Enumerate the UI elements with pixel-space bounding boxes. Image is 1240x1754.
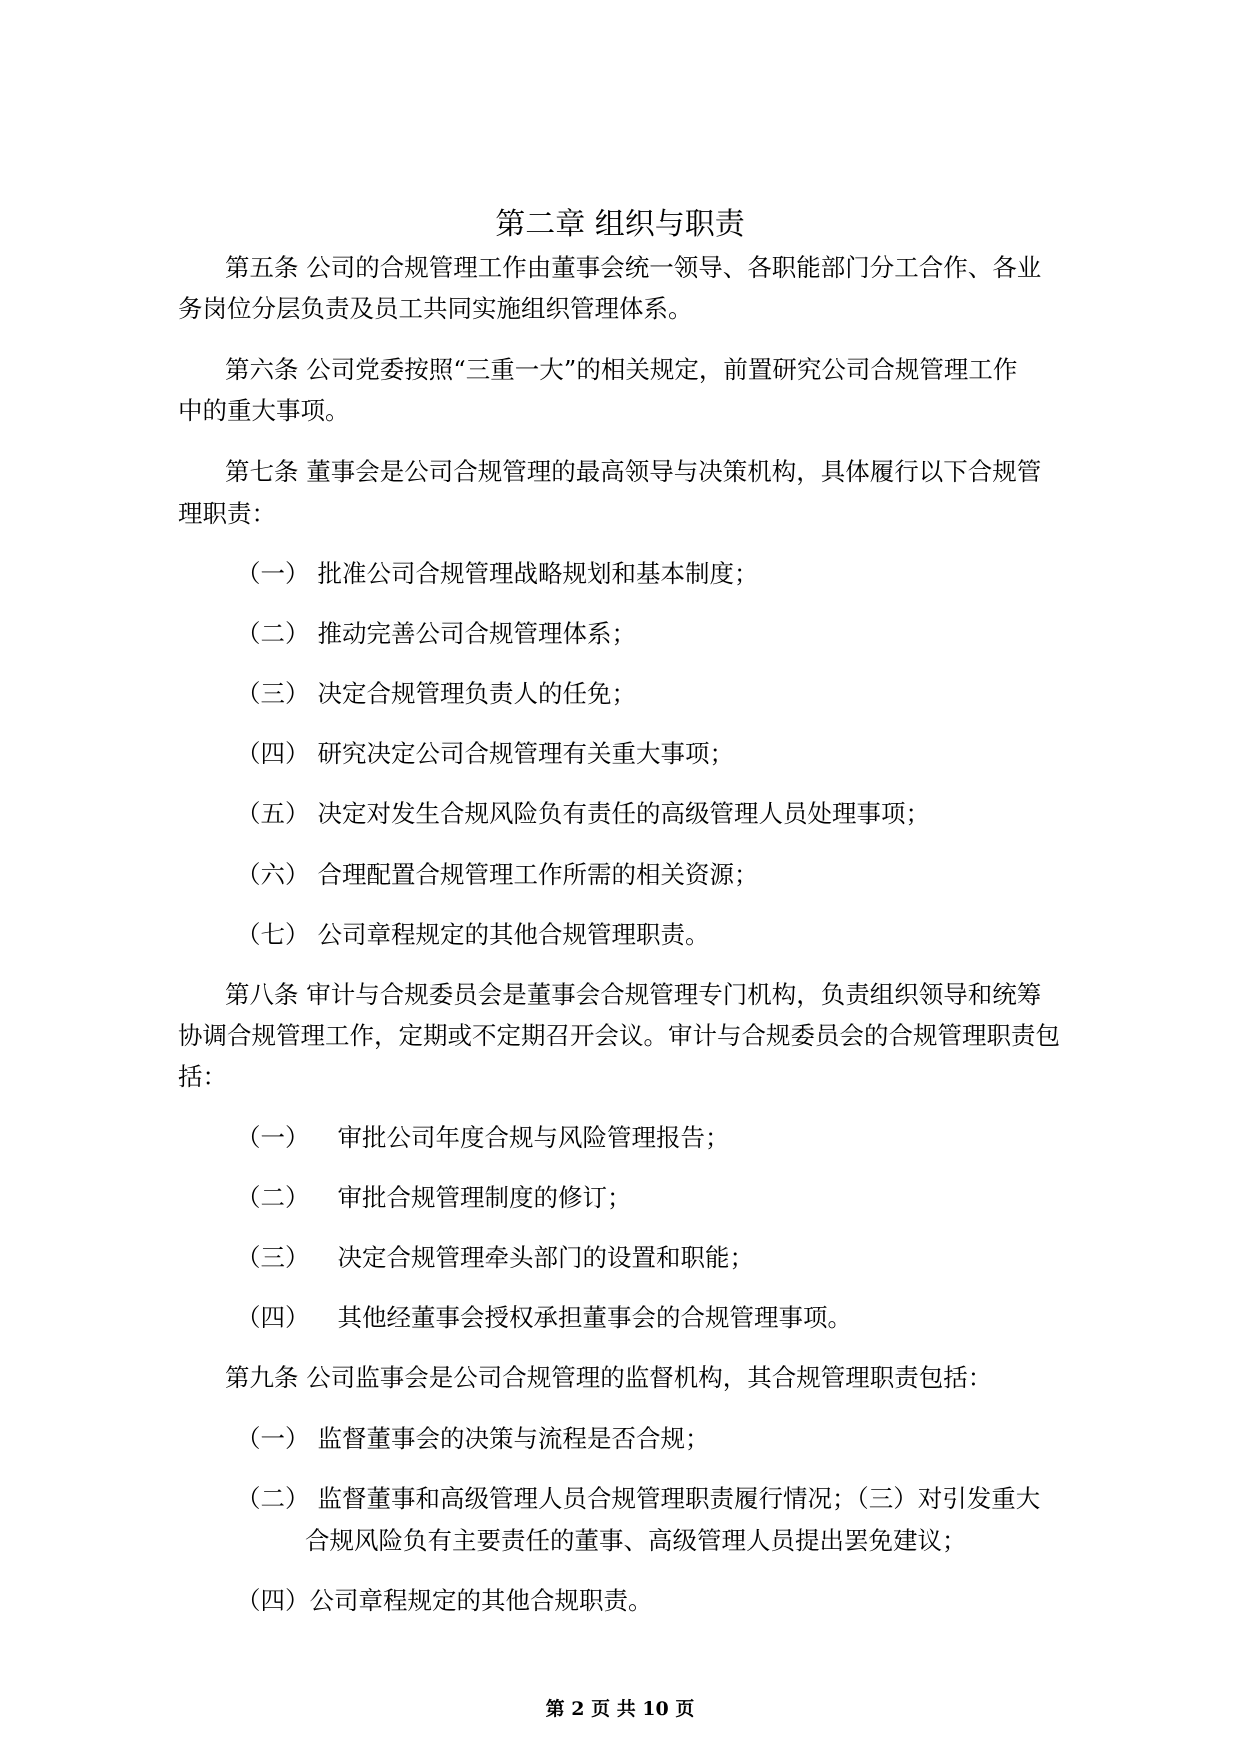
item-number: （六）: [236, 860, 310, 889]
article-8-item-1: [236, 1121, 730, 1155]
item-number: （一）: [236, 559, 310, 588]
article-7-item-4: [236, 737, 734, 771]
article-9-line-1: 第九条 公司监事会是公司合规管理的监督机构，其合规管理职责包括：: [225, 1363, 993, 1392]
item-number: （三）: [236, 1243, 310, 1272]
article-8-item-3: [236, 1241, 754, 1275]
item-text: 审批公司年度合规与风险管理报告；: [337, 1123, 730, 1152]
item-text: 决定合规管理负责人的任免；: [317, 679, 636, 708]
article-6-line-1: 第六条 公司党委按照“三重一大”的相关规定，前置研究公司合规管理工作: [225, 355, 1018, 384]
article-8-item-2: [236, 1181, 632, 1215]
article-7-item-5: [236, 797, 930, 831]
item-number: （四）: [236, 739, 310, 768]
article-7-item-1: [236, 557, 759, 591]
item-text: 决定对发生合规风险负有责任的高级管理人员处理事项；: [317, 799, 930, 828]
item-number: （二）: [236, 1484, 310, 1513]
article-5-line-1: 第五条 公司的合规管理工作由董事会统一领导、各职能部门分工合作、各业: [225, 253, 1042, 282]
item-number: （一）: [236, 1123, 310, 1152]
item-number: （二）: [236, 1183, 310, 1212]
item-number: （三）: [236, 679, 310, 708]
article-7-item-3: [236, 677, 636, 711]
item-number: （七）: [236, 920, 310, 949]
item-text: 审批合规管理制度的修订；: [337, 1183, 632, 1212]
article-8-item-4: [236, 1301, 852, 1335]
item-text: 监督董事和高级管理人员合规管理职责履行情况；（三）对引发重大: [317, 1484, 1041, 1513]
item-text: 公司章程规定的其他合规管理职责。: [317, 920, 710, 949]
item-number: （二）: [236, 619, 310, 648]
article-6-line-2: 中的重大事项。: [178, 396, 350, 425]
article-5-line-2: 务岗位分层负责及员工共同实施组织管理体系。: [178, 294, 693, 323]
page-footer: 第 2 页 共 10 页: [545, 1698, 695, 1720]
item-text: 推动完善公司合规管理体系；: [317, 619, 636, 648]
item-number: （一）: [236, 1424, 310, 1453]
chapter-title: 第二章 组织与职责: [495, 207, 745, 242]
item-text: 其他经董事会授权承担董事会的合规管理事项。: [337, 1303, 852, 1332]
article-8-line-2: 协调合规管理工作，定期或不定期召开会议。审计与合规委员会的合规管理职责包: [178, 1021, 1060, 1050]
article-9-item-4: （四）公司章程规定的其他合规职责。: [236, 1586, 653, 1615]
article-7-line-1: 第七条 董事会是公司合规管理的最高领导与决策机构，具体履行以下合规管: [225, 457, 1042, 486]
article-8-line-1: 第八条 审计与合规委员会是董事会合规管理专门机构，负责组织领导和统筹: [225, 980, 1042, 1009]
item-text: 合理配置合规管理工作所需的相关资源；: [317, 860, 759, 889]
article-9-item-2: [236, 1482, 1040, 1516]
article-7-item-2: [236, 617, 636, 651]
article-7-line-2: 理职责：: [178, 499, 276, 528]
item-text: 批准公司合规管理战略规划和基本制度；: [317, 559, 759, 588]
item-text: 研究决定公司合规管理有关重大事项；: [317, 739, 734, 768]
article-7-item-7: [236, 918, 710, 952]
article-9-item-2-continuation: 合规风险负有主要责任的董事、高级管理人员提出罢免建议；: [305, 1526, 967, 1555]
item-number: （四）: [236, 1303, 310, 1332]
article-8-line-3: 括：: [178, 1062, 227, 1091]
article-7-item-6: [236, 858, 759, 892]
article-9-item-1: [236, 1422, 710, 1456]
item-text: 决定合规管理牵头部门的设置和职能；: [337, 1243, 754, 1272]
item-text: 监督董事会的决策与流程是否合规；: [317, 1424, 710, 1453]
item-number: （五）: [236, 799, 310, 828]
